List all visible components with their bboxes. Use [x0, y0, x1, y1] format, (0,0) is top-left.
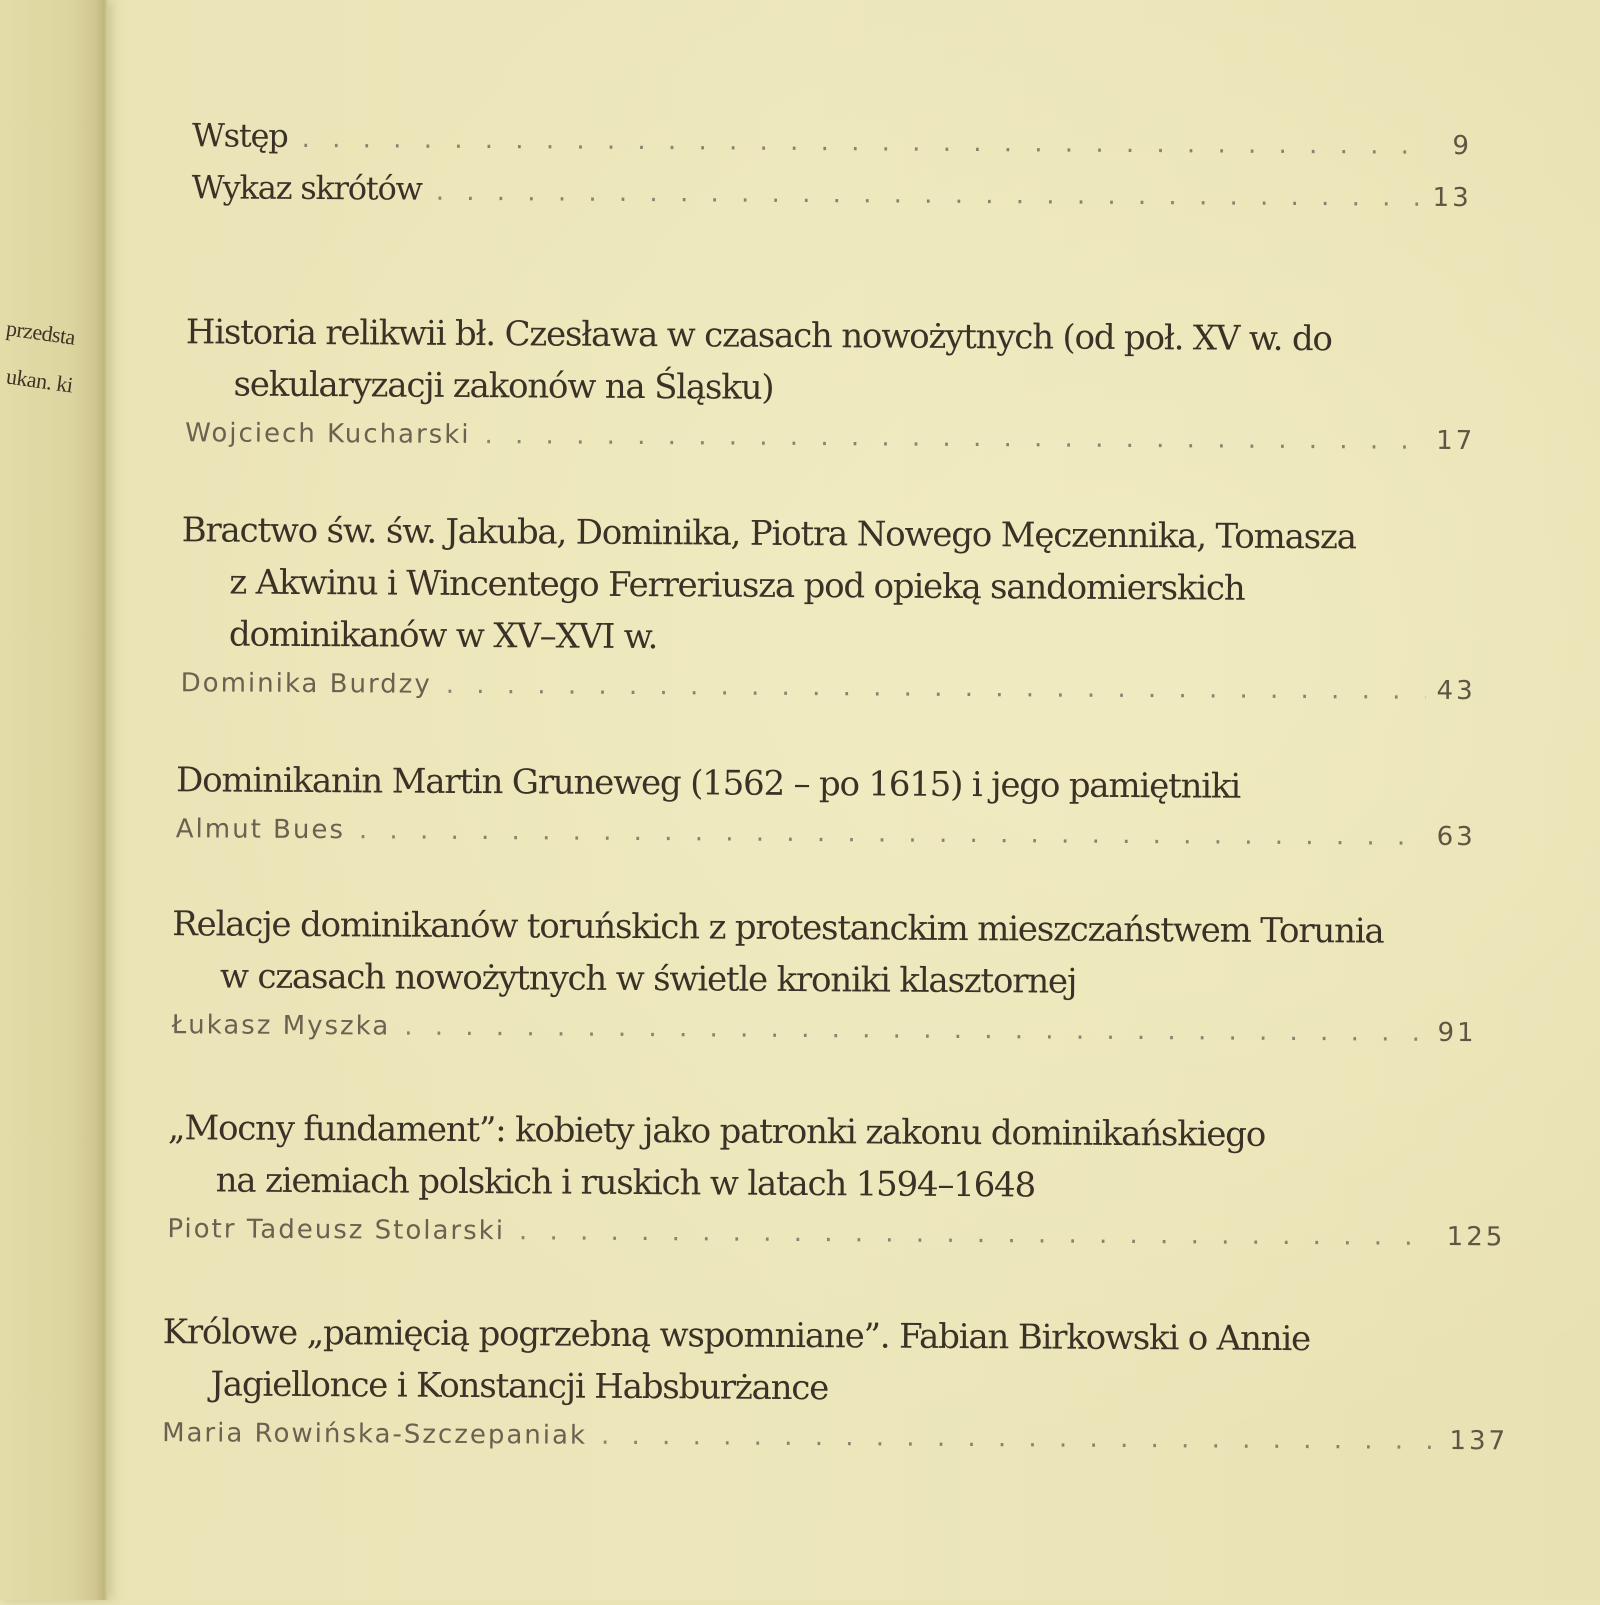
leader-dots [446, 670, 1426, 706]
chapter-author: Almut Bues [175, 814, 346, 846]
author-row [185, 418, 1475, 456]
chapter-title-line: dominikanów w XV–XVI w. [228, 614, 658, 658]
chapter-title-line: Jagiellonce i Konstancji Habsburżance [210, 1364, 829, 1409]
chapter-title-line: „Mocny fundament”: kobiety jako patronki zakonu dominikańskiego [167, 1108, 1266, 1155]
leader-dots [359, 815, 1426, 852]
toc-entry-label: Wstęp [191, 116, 288, 155]
leader-dots [601, 1421, 1440, 1456]
toc-entry-wykaz-skrotow[interactable] [192, 168, 1472, 214]
toc-entry-chapter[interactable] [162, 1306, 1509, 1456]
chapter-title-line: Bractwo św. św. Jakuba, Dominika, Piotra Nowego Męczennika, Tomasza [181, 510, 1356, 558]
page-number: 125 [1446, 1221, 1506, 1253]
author-row [167, 1214, 1505, 1252]
chapter-title-line: Relacje dominikanów toruńskich z protestanckim mieszczaństwem Torunia [172, 904, 1384, 952]
chapter-author: Maria Rowińska-Szczepaniak [162, 1418, 588, 1451]
author-row [181, 668, 1476, 706]
page-number: 9 [1452, 130, 1473, 162]
chapter-title-line: Królowe „pamięcią pogrzebną wspomniane”. Fabian Birkowski o Annie [162, 1312, 1311, 1360]
toc-entry-wstep[interactable] [192, 116, 1472, 162]
author-row [162, 1418, 1508, 1456]
page-number: 13 [1432, 182, 1472, 214]
page-number: 91 [1437, 1017, 1477, 1049]
toc-entry-chapter[interactable] [185, 306, 1476, 456]
chapter-title-line: z Akwinu i Wincentego Ferreriusza pod opieką sandomierskich [229, 562, 1245, 609]
chapter-title-line: na ziemiach polskich i ruskich w latach 1594–1648 [215, 1160, 1036, 1206]
leader-dots [484, 420, 1425, 456]
leader-dots [519, 1216, 1437, 1252]
toc-entry-label: Wykaz skrótów [191, 168, 422, 208]
page-number: 137 [1449, 1425, 1509, 1457]
chapter-author: Wojciech Kucharski [185, 418, 471, 450]
chapter-title-line: Dominikanin Martin Gruneweg (1562 – po 1615) i jego pamiętniki [175, 760, 1241, 807]
toc-entry-chapter[interactable] [181, 504, 1477, 706]
page-number: 43 [1436, 675, 1476, 707]
facing-page-fragment: ukan. ki [4, 363, 75, 398]
chapter-author: Piotr Tadeusz Stolarski [167, 1214, 506, 1247]
toc-entry-chapter[interactable] [167, 1102, 1506, 1252]
toc-entry-chapter[interactable] [176, 754, 1477, 852]
page-number: 17 [1436, 425, 1476, 457]
chapter-author: Łukasz Myszka [171, 1010, 391, 1042]
chapter-title-line: Historia relikwii bł. Czesława w czasach nowożytnych (od poł. XV w. do [185, 312, 1332, 360]
leader-dots [436, 177, 1422, 213]
leader-dots [404, 1012, 1427, 1048]
facing-page-fragment: przedsta [4, 315, 77, 350]
chapter-title-line: w czasach nowożytnych w świetle kroniki klasztornej [219, 956, 1077, 1002]
page-number: 63 [1436, 821, 1476, 853]
author-row [176, 814, 1476, 852]
chapter-title-line: sekularyzacji zakonów na Śląsku) [233, 364, 774, 408]
author-row [172, 1010, 1477, 1048]
leader-dots [302, 124, 1423, 161]
toc-entry-chapter[interactable] [172, 898, 1478, 1048]
chapter-author: Dominika Burdzy [180, 668, 432, 700]
